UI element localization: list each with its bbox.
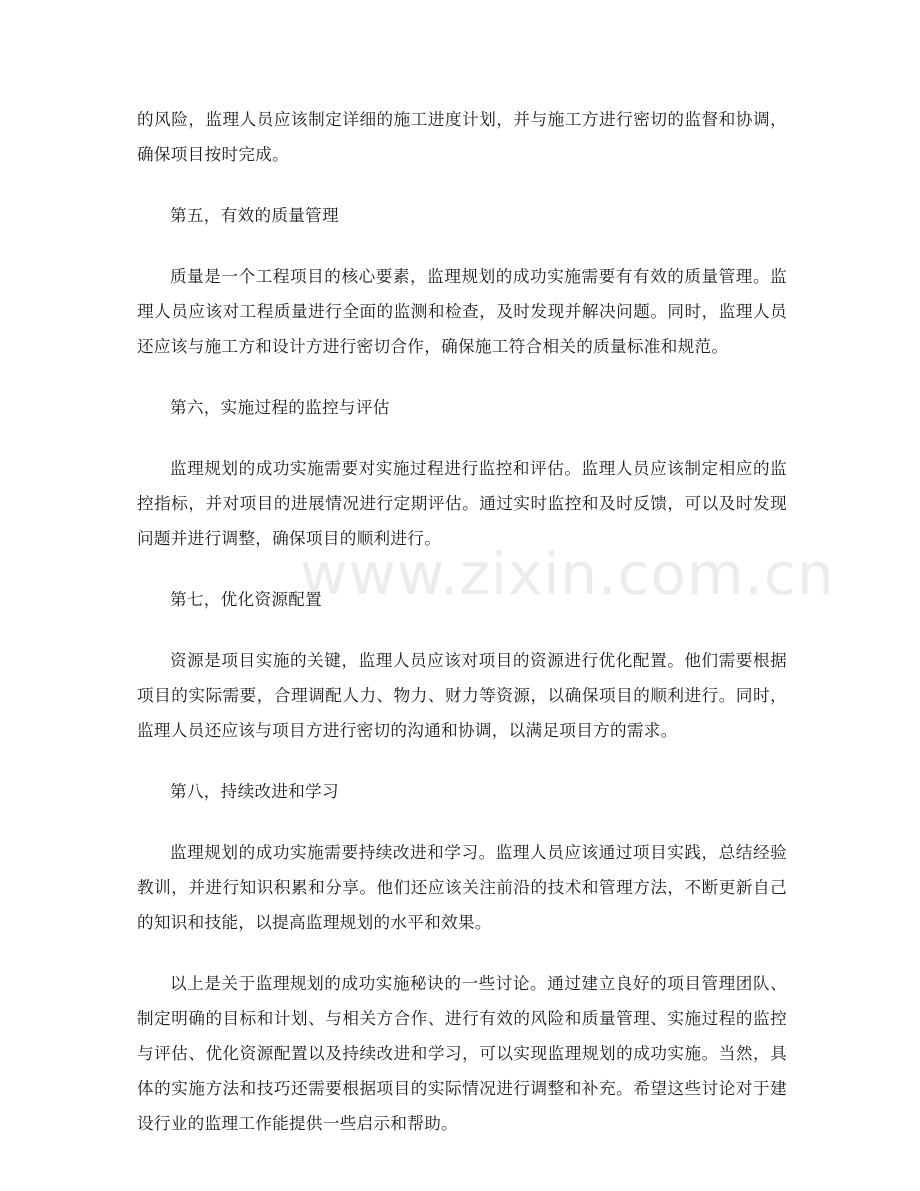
paragraph-intro-continuation: 的风险，监理人员应该制定详细的施工进度计划，并与施工方进行密切的监督和协调，确保项目按时完成。 <box>137 110 787 164</box>
document-body <box>137 102 787 1167</box>
paragraph-conclusion: 以上是关于监理规划的成功实施秘诀的一些讨论。通过建立良好的项目管理团队、制定明确的目标和计划、与相关方合作、进行有效的风险和质量管理、实施过程的监控与评估、优化资源配置以及持续改进和学习，可以实现监理规划的成功实施。当然，具体的实施方法和技巧还需要根据项目的实际情况进行调整和补充。希望这些讨论对于建设行业的监理工作能提供一些启示和帮助。 <box>137 974 787 1133</box>
paragraph-continuous-improvement: 监理规划的成功实施需要持续改进和学习。监理人员应该通过项目实践，总结经验教训，并进行知识积累和分享。他们还应该关注前沿的技术和管理方法，不断更新自己的知识和技能，以提高监理规划的水平和效果。 <box>137 843 787 932</box>
paragraph-resource-allocation: 资源是项目实施的关键，监理人员应该对项目的资源进行优化配置。他们需要根据项目的实际需要，合理调配人力、物力、财力等资源，以确保项目的顺利进行。同时，监理人员还应该与项目方进行密切的沟通和协调，以满足项目方的需求。 <box>137 651 787 740</box>
paragraph-quality-management: 质量是一个工程项目的核心要素，监理规划的成功实施需要有有效的质量管理。监理人员应该对工程质量进行全面的监测和检查，及时发现并解决问题。同时，监理人员还应该与施工方和设计方进行密切合作，确保施工符合相关的质量标准和规范。 <box>137 267 787 356</box>
paragraph-process-monitoring: 监理规划的成功实施需要对实施过程进行监控和评估。监理人员应该制定相应的监控指标，并对项目的进展情况进行定期评估。通过实时监控和及时反馈，可以及时发现问题并进行调整，确保项目的顺利进行。 <box>137 459 787 548</box>
watermark: www.zixin.com.cn <box>300 540 835 608</box>
section-heading-6: 第六，实施过程的监控与评估 <box>170 398 390 417</box>
section-heading-8: 第八，持续改进和学习 <box>170 782 339 801</box>
section-heading-7: 第七，优化资源配置 <box>170 590 323 609</box>
section-heading-5: 第五，有效的质量管理 <box>170 206 339 225</box>
